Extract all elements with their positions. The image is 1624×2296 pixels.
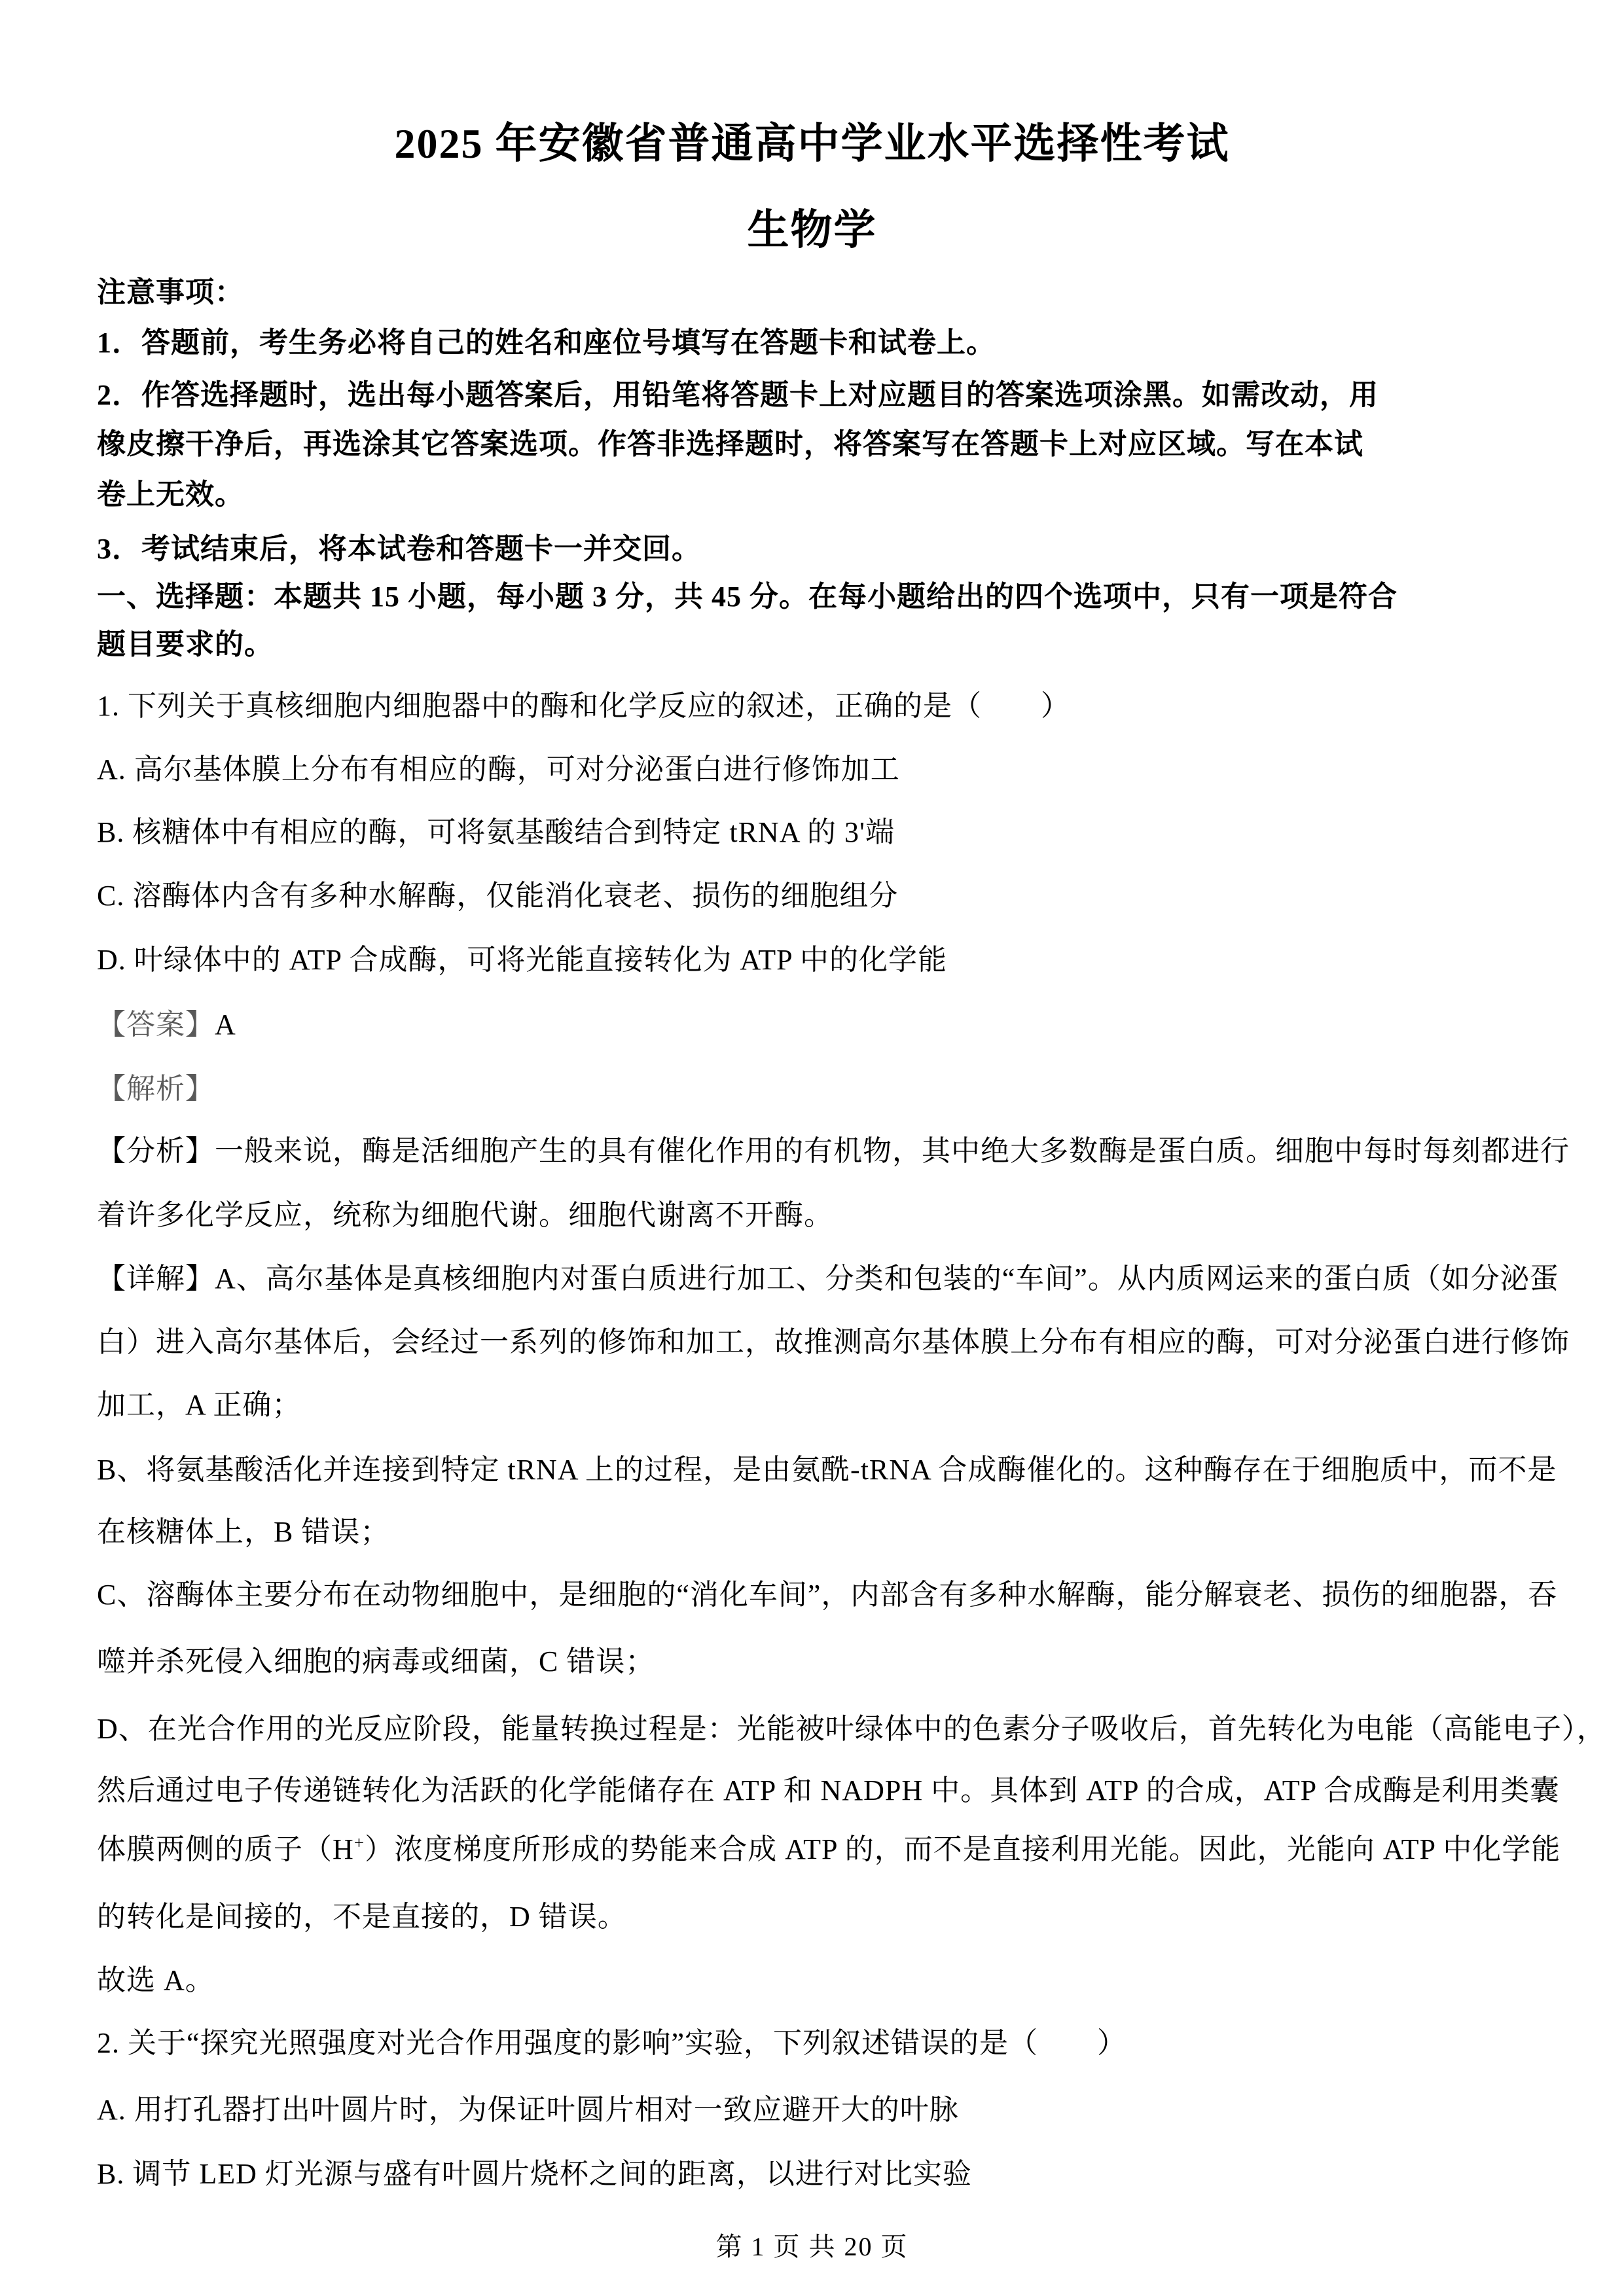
detail-d-line-3 — [97, 1831, 1561, 1868]
detail-b-line-2: 在核糖体上，B 错误； — [97, 1516, 390, 1548]
detail-a-line-3: 加工，A 正确； — [97, 1389, 302, 1421]
question-1-stem: 1. 下列关于真核细胞内细胞器中的酶和化学反应的叙述，正确的是（ ） — [97, 690, 1070, 722]
detail-conclusion: 故选 A。 — [97, 1964, 215, 1996]
question-2-stem: 2. 关于“探究光照强度对光合作用强度的影响”实验，下列叙述错误的是（ ） — [97, 2027, 1127, 2059]
section-1-heading-line-2: 题目要求的。 — [97, 628, 274, 660]
detail-d-line-1: D、在光合作用的光反应阶段，能量转换过程是：光能被叶绿体中的色素分子吸收后，首先转化为电能（高能电子）， — [97, 1713, 1606, 1745]
notice-item-3: 3．考试结束后，将本试卷和答题卡一并交回。 — [97, 533, 701, 565]
notice-item-2-line-2: 橡皮擦干净后，再选涂其它答案选项。作答非选择题时，将答案写在答题卡上对应区域。写在本试 — [97, 428, 1363, 460]
answer-1-line — [97, 1007, 1537, 1043]
analysis-line-2: 着许多化学反应，统称为细胞代谢。细胞代谢离不开酶。 — [97, 1199, 833, 1231]
explanation-label: 【解析】 — [97, 1073, 215, 1105]
notice-item-2-line-1: 2．作答选择题时，选出每小题答案后，用铅笔将答题卡上对应题目的答案选项涂黑。如需改动，用 — [97, 379, 1379, 411]
subject-title: 生物学 — [747, 207, 877, 253]
detail-d-line-4: 的转化是间接的，不是直接的，D 错误。 — [97, 1901, 627, 1933]
question-1-option-b: B. 核糖体中有相应的酶，可将氨基酸结合到特定 tRNA 的 3'端 — [97, 816, 895, 848]
detail-a-line-2: 白）进入高尔基体后，会经过一系列的修饰和加工，故推测高尔基体膜上分布有相应的酶，可对分泌蛋白进行修饰 — [97, 1326, 1570, 1358]
analysis-line-1: 【分析】一般来说，酶是活细胞产生的具有催化作用的有机物，其中绝大多数酶是蛋白质。细胞中每时每刻都进行 — [97, 1135, 1570, 1167]
question-1-option-c: C. 溶酶体内含有多种水解酶，仅能消化衰老、损伤的细胞组分 — [97, 880, 899, 912]
detail-d-line-3-post: ）浓度梯度所形成的势能来合成 ATP 的，而不是直接利用光能。因此，光能向 ATP 中化学能 — [365, 1833, 1561, 1865]
notice-item-2-line-3: 卷上无效。 — [97, 478, 244, 511]
page-title: 2025 年安徽省普通高中学业水平选择性考试 — [394, 120, 1230, 167]
detail-b-line-1: B、将氨基酸活化并连接到特定 tRNA 上的过程，是由氨酰-tRNA 合成酶催化的。这种酶存在于细胞质中，而不是 — [97, 1454, 1557, 1486]
detail-a-line-1: 【详解】A、高尔基体是真核细胞内对蛋白质进行加工、分类和包装的“车间”。从内质网运来的蛋白质（如分泌蛋 — [97, 1263, 1559, 1295]
answer-label: 【答案】 — [97, 1009, 215, 1041]
proton-superscript: + — [353, 1833, 365, 1853]
question-1-option-d: D. 叶绿体中的 ATP 合成酶，可将光能直接转化为 ATP 中的化学能 — [97, 944, 947, 976]
answer-value: A — [215, 1009, 236, 1041]
detail-c-line-1: C、溶酶体主要分布在动物细胞中，是细胞的“消化车间”，内部含有多种水解酶，能分解衰老、损伤的细胞器，吞 — [97, 1579, 1558, 1611]
question-2-option-a: A. 用打孔器打出叶圆片时，为保证叶圆片相对一致应避开大的叶脉 — [97, 2094, 959, 2126]
notice-item-1: 1．答题前，考生务必将自己的姓名和座位号填写在答题卡和试卷上。 — [97, 327, 996, 359]
detail-d-line-3-pre: 体膜两侧的质子（H — [97, 1833, 354, 1865]
detail-c-line-2: 噬并杀死侵入细胞的病毒或细菌，C 错误； — [97, 1645, 655, 1677]
page-footer: 第 1 页 共 20 页 — [715, 2232, 909, 2261]
question-1-option-a: A. 高尔基体膜上分布有相应的酶，可对分泌蛋白进行修饰加工 — [97, 753, 900, 785]
notice-heading: 注意事项： — [97, 276, 244, 308]
question-2-option-b: B. 调节 LED 灯光源与盛有叶圆片烧杯之间的距离，以进行对比实验 — [97, 2158, 972, 2190]
detail-d-line-2: 然后通过电子传递链转化为活跃的化学能储存在 ATP 和 NADPH 中。具体到 ATP 的合成，ATP 合成酶是利用类囊 — [97, 1774, 1560, 1806]
section-1-heading-line-1: 一、选择题：本题共 15 小题，每小题 3 分，共 45 分。在每小题给出的四个选项中，只有一项是符合 — [97, 581, 1398, 613]
